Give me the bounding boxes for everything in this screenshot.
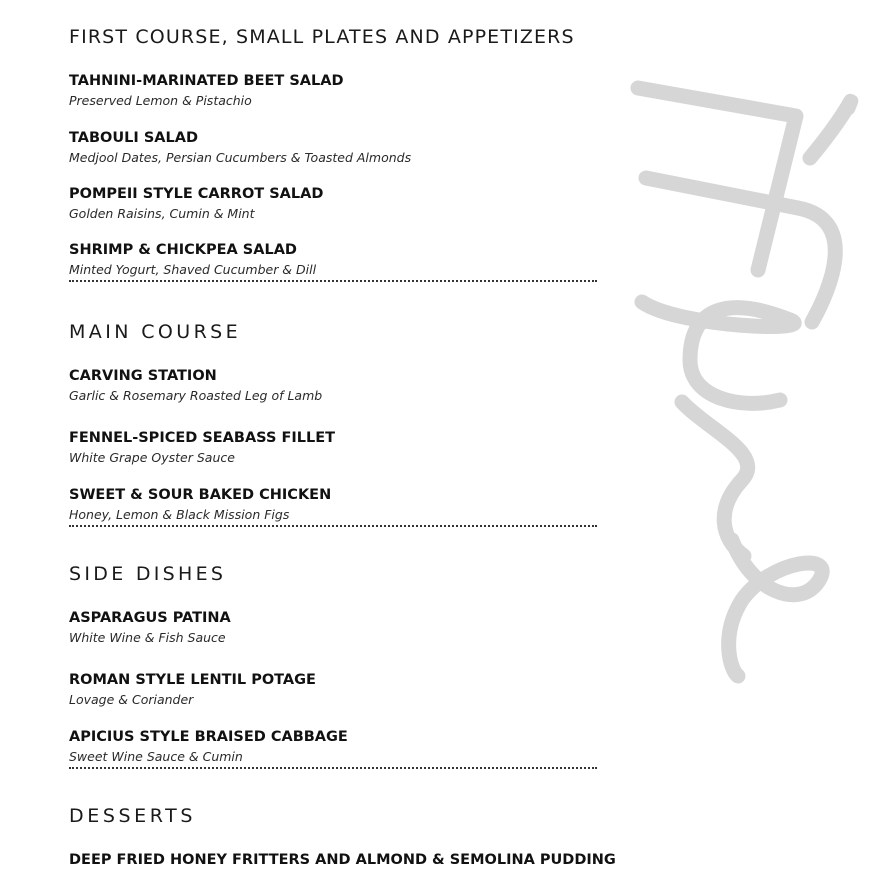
menu-item bbox=[69, 486, 331, 524]
menu-script-logo bbox=[620, 70, 870, 690]
menu-item-name: ROMAN STYLE LENTIL POTAGE bbox=[69, 672, 316, 688]
section-divider bbox=[69, 525, 597, 527]
menu-item bbox=[69, 129, 411, 167]
menu-item bbox=[69, 671, 316, 709]
menu-item bbox=[69, 241, 316, 279]
menu-item-name: ASPARAGUS PATINA bbox=[69, 610, 231, 626]
menu-item-description: Golden Raisins, Cumin & Mint bbox=[69, 206, 255, 221]
menu-item-name: APICIUS STYLE BRAISED CABBAGE bbox=[69, 729, 348, 745]
menu-item-name: FENNEL-SPICED SEABASS FILLET bbox=[69, 430, 336, 446]
menu-item-description: White Grape Oyster Sauce bbox=[69, 450, 235, 465]
menu-item-description: Sweet Wine Sauce & Cumin bbox=[69, 749, 243, 764]
section-divider bbox=[69, 767, 597, 769]
menu-item-name: DEEP FRIED HONEY FRITTERS AND ALMOND & SEMOLINA PUDDING bbox=[69, 852, 616, 868]
menu-item-description: Lovage & Coriander bbox=[69, 692, 194, 707]
menu-item-name: SWEET & SOUR BAKED CHICKEN bbox=[69, 487, 332, 503]
menu-item-description: Minted Yogurt, Shaved Cucumber & Dill bbox=[69, 262, 317, 277]
menu-item bbox=[69, 72, 344, 110]
menu-item-description: White Wine & Fish Sauce bbox=[69, 630, 226, 645]
section-title-side-dishes: SIDE DISHES bbox=[69, 563, 227, 585]
menu-item bbox=[69, 185, 323, 223]
menu-item-description: Garlic & Rosemary Roasted Leg of Lamb bbox=[69, 388, 323, 403]
menu-item bbox=[69, 609, 231, 647]
section-divider bbox=[69, 280, 597, 282]
menu-item-name: SHRIMP & CHICKPEA SALAD bbox=[69, 242, 297, 258]
menu-item bbox=[69, 367, 322, 405]
section-title-desserts: DESSERTS bbox=[69, 805, 197, 827]
menu-item bbox=[69, 851, 616, 870]
menu-item-name: CARVING STATION bbox=[69, 368, 217, 384]
section-title-first-course: FIRST COURSE, SMALL PLATES AND APPETIZERS bbox=[69, 26, 575, 48]
menu-item-description: Medjool Dates, Persian Cucumbers & Toasted Almonds bbox=[69, 150, 412, 165]
menu-item-description: Honey, Lemon & Black Mission Figs bbox=[69, 507, 290, 522]
menu-item-description: Preserved Lemon & Pistachio bbox=[69, 93, 252, 108]
section-title-main-course: MAIN COURSE bbox=[69, 321, 242, 343]
menu-item-name: TABOULI SALAD bbox=[69, 130, 198, 146]
menu-item-name: POMPEII STYLE CARROT SALAD bbox=[69, 186, 324, 202]
menu-item bbox=[69, 728, 348, 766]
menu-item bbox=[69, 429, 335, 467]
menu-item-name: TAHNINI-MARINATED BEET SALAD bbox=[69, 73, 344, 89]
